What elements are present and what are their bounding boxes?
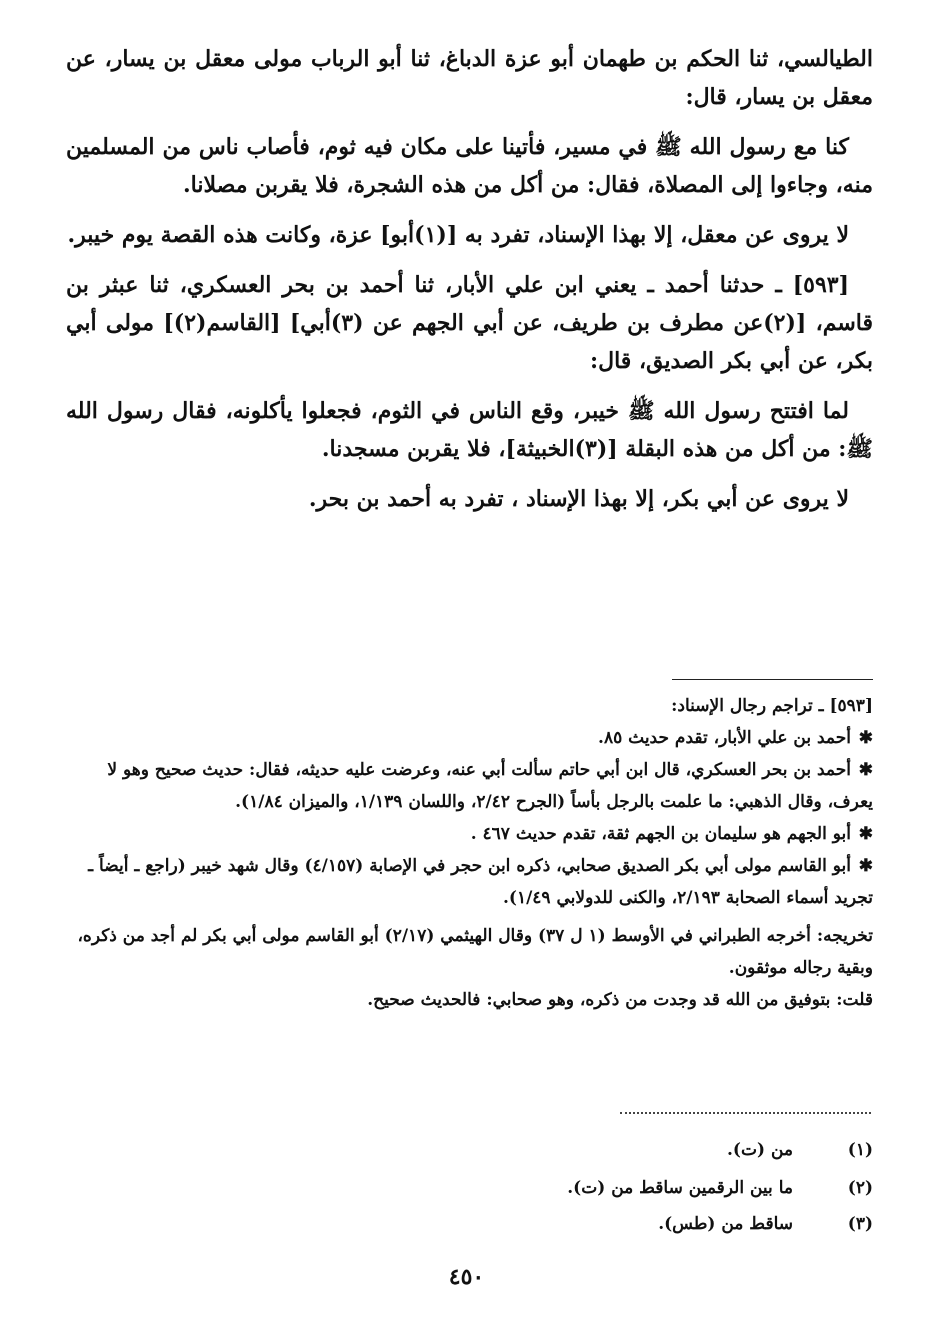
note-item xyxy=(66,850,873,914)
qultu-text: قلت: بتوفيق من الله قد وجدت من ذكره، وهو صحابي: فالحديث صحيح. xyxy=(367,990,873,1010)
footnote-dotted-separator xyxy=(620,1112,871,1114)
note-text: أبو القاسم مولى أبي بكر الصديق صحابي، ذكره ابن حجر في الإصابة (٤/١٥٧) وقال شهد خيبر (راجع ـ أيضاً ـ تجريد أسماء الصحابة ٢/١٩٣، والكنى للدولابي ١/٤٩). xyxy=(88,856,873,908)
footnote-separator xyxy=(672,679,873,680)
notes-heading: [٥٩٣] ـ تراجم رجال الإسناد: xyxy=(671,696,873,716)
asterisk-icon: ✱ xyxy=(858,824,873,844)
footnote-text: ما بين الرقمين ساقط من (ت). xyxy=(567,1178,793,1198)
footnote-number: (١) xyxy=(847,1140,873,1160)
note-item xyxy=(66,754,873,818)
paragraph-comment-2: لا يروى عن أبي بكر، إلا بهذا الإسناد ، تفرد به أحمد بن بحر. xyxy=(308,486,849,512)
main-text xyxy=(66,40,873,530)
asterisk-icon: ✱ xyxy=(858,856,873,876)
note-text: أحمد بن بحر العسكري، قال ابن أبي حاتم سألت أبي عنه، وعرضت عليه حديثه، فقال: حديث صحيح وهو لا يعرف، وقال الذهبي: ما علمت بالرجل بأساً (الجرح ٢/٤٢، واللسان ١/١٣٩، والميزان ١/٨٤). xyxy=(107,760,873,812)
paragraph-isnad-continuation: الطيالسي، ثنا الحكم بن طهمان أبو عزة الدباغ، ثنا أبو الرباب مولى معقل بن يسار، عن معقل بن يسار، قال: xyxy=(66,46,873,110)
note-item xyxy=(66,722,873,754)
note-item xyxy=(66,818,873,850)
page-number: ٤٥٠ xyxy=(448,1264,485,1290)
paragraph-hadith-593 xyxy=(66,266,873,380)
paragraph-comment-1: لا يروى عن معقل، إلا بهذا الإسناد، تفرد به [(١)أبو] عزة، وكانت هذه القصة يوم خيبر. xyxy=(67,222,849,248)
asterisk-icon: ✱ xyxy=(858,760,873,780)
notes-section xyxy=(66,690,873,1016)
hadith-593-isnad: حدثنا أحمد ـ يعني ابن علي الأبار، ثنا أحمد بن بحر العسكري، ثنا عبثر بن قاسم، [(٢)عن مطرف بن طريف، عن أبي الجهم عن (٣)أبي] [القاسم(٢)] مولى أبي بكر، عن أبي بكر الصديق، قال: xyxy=(66,272,874,374)
paragraph-hadith-matn-1: كنا مع رسول الله ﷺ في مسير، فأتينا على مكان فيه ثوم، فأصاب ناس من المسلمين منه، وجاءوا إلى المصلاة، فقال: من أكل من هذه الشجرة، فلا يقربن مصلانا. xyxy=(66,134,873,198)
footnote-text: ساقط من (طس). xyxy=(658,1214,793,1234)
footnote-text: من (ت). xyxy=(727,1140,793,1160)
note-text: أحمد بن علي الأبار، تقدم حديث ٨٥. xyxy=(598,728,851,748)
note-text: أبو الجهم هو سليمان بن الجهم ثقة، تقدم حديث ٤٦٧ . xyxy=(470,824,851,844)
takhrij-text: تخريجه: أخرجه الطبراني في الأوسط (١ ل ٣٧) وقال الهيثمي (٢/١٧) أبو القاسم مولى أبي بكر لم أجد من ذكره، وبقية رجاله موثقون. xyxy=(77,926,873,978)
footnote-number: (٢) xyxy=(847,1178,873,1198)
paragraph-hadith-matn-2: لما افتتح رسول الله ﷺ خيبر، وقع الناس في الثوم، فجعلوا يأكلونه، فقال رسول الله ﷺ: من أكل من هذه البقلة [(٣)الخبيثة]، فلا يقربن مسجدنا. xyxy=(66,398,873,462)
hadith-number: [٥٩٣] ـ xyxy=(775,272,849,298)
footnote-number: (٣) xyxy=(847,1214,873,1234)
asterisk-icon: ✱ xyxy=(858,728,873,748)
